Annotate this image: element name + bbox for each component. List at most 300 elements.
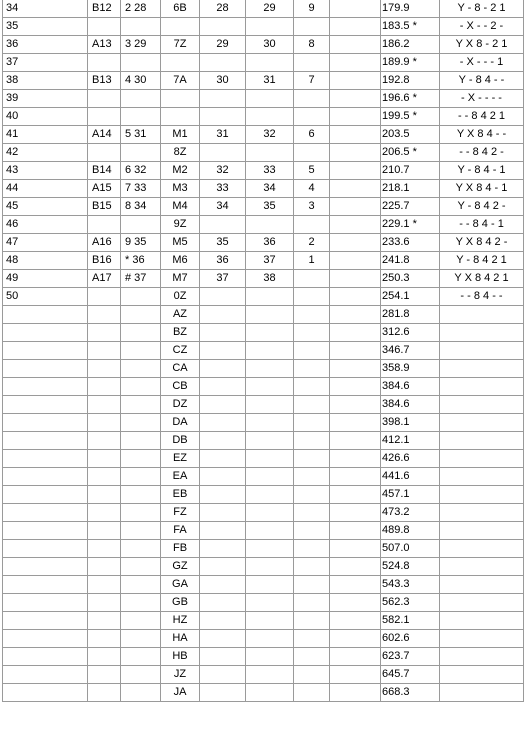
frequency-cell: 210.7	[381, 162, 440, 180]
bit-pattern-cell	[440, 666, 524, 684]
frequency-cell: 225.7	[381, 198, 440, 216]
code-a-cell	[88, 144, 121, 162]
value-3-cell: 1	[294, 252, 330, 270]
frequency-cell: 196.6 *	[381, 90, 440, 108]
frequency-cell: 189.9 *	[381, 54, 440, 72]
value-1-cell	[200, 666, 246, 684]
value-4-cell	[330, 198, 381, 216]
code-b-cell	[121, 558, 161, 576]
code-c-cell: HB	[161, 648, 200, 666]
value-3-cell: 4	[294, 180, 330, 198]
value-4-cell	[330, 90, 381, 108]
row-number-cell	[2, 378, 88, 396]
code-c-cell: 6B	[161, 0, 200, 18]
bit-pattern-cell	[440, 468, 524, 486]
frequency-cell: 457.1	[381, 486, 440, 504]
value-1-cell: 31	[200, 126, 246, 144]
value-3-cell	[294, 648, 330, 666]
value-4-cell	[330, 594, 381, 612]
value-3-cell: 3	[294, 198, 330, 216]
table-row	[2, 324, 524, 342]
value-4-cell	[330, 522, 381, 540]
code-a-cell	[88, 378, 121, 396]
value-4-cell	[330, 54, 381, 72]
code-b-cell: 2 28	[121, 0, 161, 18]
value-2-cell	[246, 504, 294, 522]
table-row	[2, 666, 524, 684]
code-b-cell	[121, 342, 161, 360]
frequency-cell: 645.7	[381, 666, 440, 684]
bit-pattern-cell	[440, 486, 524, 504]
row-number-cell	[2, 342, 88, 360]
code-c-cell: M7	[161, 270, 200, 288]
value-2-cell: 29	[246, 0, 294, 18]
value-2-cell	[246, 108, 294, 126]
code-b-cell	[121, 432, 161, 450]
value-2-cell	[246, 486, 294, 504]
bit-pattern-cell	[440, 612, 524, 630]
table-row	[2, 504, 524, 522]
bit-pattern-cell	[440, 576, 524, 594]
code-c-cell: CZ	[161, 342, 200, 360]
frequency-cell: 186.2	[381, 36, 440, 54]
code-a-cell	[88, 216, 121, 234]
row-number-cell: 47	[2, 234, 88, 252]
row-number-cell	[2, 576, 88, 594]
code-a-cell	[88, 468, 121, 486]
row-number-cell	[2, 396, 88, 414]
code-c-cell	[161, 18, 200, 36]
table-row	[2, 234, 524, 252]
value-3-cell	[294, 630, 330, 648]
row-number-cell	[2, 666, 88, 684]
bit-pattern-cell	[440, 558, 524, 576]
table-row	[2, 288, 524, 306]
code-a-cell	[88, 306, 121, 324]
bit-pattern-cell: Y - 8 4 2 1	[440, 252, 524, 270]
value-2-cell	[246, 468, 294, 486]
value-2-cell	[246, 54, 294, 72]
value-2-cell	[246, 684, 294, 702]
value-4-cell	[330, 540, 381, 558]
code-a-cell	[88, 486, 121, 504]
value-3-cell	[294, 360, 330, 378]
code-c-cell: CB	[161, 378, 200, 396]
bit-pattern-cell: Y - 8 4 - 1	[440, 162, 524, 180]
value-2-cell	[246, 306, 294, 324]
table-row	[2, 468, 524, 486]
frequency-cell: 312.6	[381, 324, 440, 342]
row-number-cell: 44	[2, 180, 88, 198]
code-b-cell	[121, 522, 161, 540]
code-a-cell: A17	[88, 270, 121, 288]
code-c-cell: 7A	[161, 72, 200, 90]
code-c-cell: EZ	[161, 450, 200, 468]
code-b-cell: # 37	[121, 270, 161, 288]
code-c-cell: CA	[161, 360, 200, 378]
code-b-cell	[121, 360, 161, 378]
value-1-cell	[200, 342, 246, 360]
code-a-cell	[88, 414, 121, 432]
row-number-cell: 37	[2, 54, 88, 72]
table-row	[2, 180, 524, 198]
code-c-cell: DZ	[161, 396, 200, 414]
value-2-cell	[246, 414, 294, 432]
value-3-cell: 6	[294, 126, 330, 144]
frequency-cell: 199.5 *	[381, 108, 440, 126]
value-4-cell	[330, 666, 381, 684]
code-a-cell	[88, 558, 121, 576]
bit-pattern-cell	[440, 540, 524, 558]
code-a-cell	[88, 684, 121, 702]
value-3-cell	[294, 504, 330, 522]
code-c-cell: M1	[161, 126, 200, 144]
value-2-cell	[246, 396, 294, 414]
frequency-cell: 384.6	[381, 378, 440, 396]
bit-pattern-cell	[440, 522, 524, 540]
code-a-cell: B16	[88, 252, 121, 270]
row-number-cell: 40	[2, 108, 88, 126]
table-row	[2, 432, 524, 450]
value-1-cell	[200, 360, 246, 378]
value-3-cell	[294, 18, 330, 36]
code-c-cell: DA	[161, 414, 200, 432]
frequency-cell: 218.1	[381, 180, 440, 198]
code-b-cell: 4 30	[121, 72, 161, 90]
value-1-cell	[200, 414, 246, 432]
code-b-cell	[121, 216, 161, 234]
value-2-cell	[246, 666, 294, 684]
bit-pattern-cell: - - 8 4 - 1	[440, 216, 524, 234]
value-1-cell: 28	[200, 0, 246, 18]
bit-pattern-cell	[440, 306, 524, 324]
frequency-cell: 241.8	[381, 252, 440, 270]
row-number-cell	[2, 486, 88, 504]
value-3-cell: 8	[294, 36, 330, 54]
code-c-cell	[161, 90, 200, 108]
value-4-cell	[330, 180, 381, 198]
table-row	[2, 414, 524, 432]
bit-pattern-cell	[440, 432, 524, 450]
row-number-cell: 35	[2, 18, 88, 36]
value-1-cell: 37	[200, 270, 246, 288]
frequency-cell: 441.6	[381, 468, 440, 486]
table-row	[2, 522, 524, 540]
value-3-cell	[294, 666, 330, 684]
value-2-cell	[246, 648, 294, 666]
value-1-cell	[200, 144, 246, 162]
bit-pattern-cell	[440, 396, 524, 414]
value-1-cell	[200, 684, 246, 702]
value-2-cell	[246, 432, 294, 450]
row-number-cell	[2, 306, 88, 324]
table-row	[2, 162, 524, 180]
table-row	[2, 18, 524, 36]
frequency-cell: 192.8	[381, 72, 440, 90]
value-3-cell	[294, 216, 330, 234]
value-4-cell	[330, 18, 381, 36]
value-4-cell	[330, 162, 381, 180]
code-a-cell: A13	[88, 36, 121, 54]
code-b-cell: 3 29	[121, 36, 161, 54]
row-number-cell: 46	[2, 216, 88, 234]
value-2-cell	[246, 540, 294, 558]
bit-pattern-cell	[440, 648, 524, 666]
code-b-cell	[121, 666, 161, 684]
row-number-cell	[2, 414, 88, 432]
value-3-cell	[294, 432, 330, 450]
value-4-cell	[330, 558, 381, 576]
table-row	[2, 252, 524, 270]
table-row	[2, 72, 524, 90]
code-b-cell	[121, 594, 161, 612]
value-4-cell	[330, 396, 381, 414]
code-a-cell: A15	[88, 180, 121, 198]
code-b-cell	[121, 576, 161, 594]
table-row	[2, 54, 524, 72]
value-3-cell	[294, 558, 330, 576]
row-number-cell: 50	[2, 288, 88, 306]
code-b-cell	[121, 378, 161, 396]
value-3-cell	[294, 144, 330, 162]
code-b-cell	[121, 540, 161, 558]
bit-pattern-cell: Y - 8 - 2 1	[440, 0, 524, 18]
value-2-cell	[246, 360, 294, 378]
value-3-cell	[294, 378, 330, 396]
code-a-cell	[88, 576, 121, 594]
value-4-cell	[330, 252, 381, 270]
value-4-cell	[330, 342, 381, 360]
frequency-cell: 412.1	[381, 432, 440, 450]
code-c-cell: EA	[161, 468, 200, 486]
table-row	[2, 576, 524, 594]
table-row	[2, 342, 524, 360]
value-2-cell	[246, 558, 294, 576]
value-2-cell: 38	[246, 270, 294, 288]
value-1-cell	[200, 594, 246, 612]
value-4-cell	[330, 126, 381, 144]
row-number-cell: 43	[2, 162, 88, 180]
value-3-cell	[294, 342, 330, 360]
value-4-cell	[330, 648, 381, 666]
value-2-cell	[246, 144, 294, 162]
value-1-cell: 34	[200, 198, 246, 216]
value-2-cell	[246, 216, 294, 234]
value-4-cell	[330, 306, 381, 324]
value-3-cell	[294, 108, 330, 126]
code-b-cell	[121, 630, 161, 648]
value-4-cell	[330, 288, 381, 306]
value-3-cell	[294, 414, 330, 432]
table-row	[2, 198, 524, 216]
frequency-cell: 250.3	[381, 270, 440, 288]
code-a-cell	[88, 612, 121, 630]
row-number-cell: 45	[2, 198, 88, 216]
value-4-cell	[330, 450, 381, 468]
row-number-cell	[2, 360, 88, 378]
table-row	[2, 540, 524, 558]
value-3-cell	[294, 468, 330, 486]
value-2-cell	[246, 522, 294, 540]
code-b-cell: 5 31	[121, 126, 161, 144]
table-body	[2, 0, 524, 702]
value-1-cell: 30	[200, 72, 246, 90]
value-1-cell	[200, 306, 246, 324]
table-row	[2, 612, 524, 630]
value-4-cell	[330, 684, 381, 702]
row-number-cell	[2, 594, 88, 612]
code-b-cell	[121, 54, 161, 72]
frequency-cell: 203.5	[381, 126, 440, 144]
value-4-cell	[330, 36, 381, 54]
value-2-cell	[246, 18, 294, 36]
code-c-cell: AZ	[161, 306, 200, 324]
value-1-cell	[200, 288, 246, 306]
code-a-cell	[88, 360, 121, 378]
bit-pattern-cell	[440, 450, 524, 468]
value-1-cell	[200, 540, 246, 558]
row-number-cell: 42	[2, 144, 88, 162]
value-1-cell	[200, 630, 246, 648]
value-2-cell: 37	[246, 252, 294, 270]
code-b-cell	[121, 684, 161, 702]
table-row	[2, 648, 524, 666]
code-c-cell: JA	[161, 684, 200, 702]
frequency-cell: 398.1	[381, 414, 440, 432]
code-b-cell	[121, 396, 161, 414]
value-1-cell	[200, 648, 246, 666]
bit-pattern-cell	[440, 378, 524, 396]
code-b-cell	[121, 450, 161, 468]
row-number-cell: 34	[2, 0, 88, 18]
code-c-cell: HZ	[161, 612, 200, 630]
value-1-cell: 32	[200, 162, 246, 180]
bit-pattern-cell	[440, 360, 524, 378]
code-a-cell	[88, 432, 121, 450]
value-3-cell	[294, 576, 330, 594]
value-1-cell: 36	[200, 252, 246, 270]
row-number-cell	[2, 612, 88, 630]
value-4-cell	[330, 216, 381, 234]
row-number-cell: 39	[2, 90, 88, 108]
value-1-cell	[200, 522, 246, 540]
code-b-cell	[121, 486, 161, 504]
frequency-cell: 254.1	[381, 288, 440, 306]
bit-pattern-cell: Y - 8 4 2 -	[440, 198, 524, 216]
row-number-cell	[2, 684, 88, 702]
value-4-cell	[330, 324, 381, 342]
code-a-cell	[88, 342, 121, 360]
code-c-cell: FZ	[161, 504, 200, 522]
code-a-cell	[88, 522, 121, 540]
value-1-cell	[200, 378, 246, 396]
table-row	[2, 684, 524, 702]
value-1-cell	[200, 324, 246, 342]
value-1-cell	[200, 108, 246, 126]
row-number-cell	[2, 450, 88, 468]
code-b-cell	[121, 288, 161, 306]
code-b-cell	[121, 90, 161, 108]
code-c-cell: 0Z	[161, 288, 200, 306]
frequency-cell: 473.2	[381, 504, 440, 522]
code-a-cell: A14	[88, 126, 121, 144]
code-c-cell: GZ	[161, 558, 200, 576]
table-row	[2, 396, 524, 414]
value-4-cell	[330, 504, 381, 522]
code-a-cell	[88, 504, 121, 522]
code-c-cell: GA	[161, 576, 200, 594]
code-c-cell: 7Z	[161, 36, 200, 54]
table-row	[2, 558, 524, 576]
bit-pattern-cell	[440, 630, 524, 648]
code-c-cell: M3	[161, 180, 200, 198]
code-c-cell: M2	[161, 162, 200, 180]
table-row	[2, 378, 524, 396]
frequency-cell: 602.6	[381, 630, 440, 648]
frequency-cell: 582.1	[381, 612, 440, 630]
value-2-cell: 34	[246, 180, 294, 198]
code-c-cell: M6	[161, 252, 200, 270]
code-a-cell: B13	[88, 72, 121, 90]
code-c-cell: M4	[161, 198, 200, 216]
code-a-cell	[88, 54, 121, 72]
table-row	[2, 108, 524, 126]
value-4-cell	[330, 414, 381, 432]
code-c-cell: FA	[161, 522, 200, 540]
value-3-cell: 2	[294, 234, 330, 252]
value-3-cell	[294, 324, 330, 342]
code-c-cell: JZ	[161, 666, 200, 684]
bit-pattern-cell: Y X 8 4 2 1	[440, 270, 524, 288]
code-b-cell	[121, 144, 161, 162]
bit-pattern-cell: Y - 8 4 - -	[440, 72, 524, 90]
value-2-cell: 33	[246, 162, 294, 180]
frequency-cell: 229.1 *	[381, 216, 440, 234]
table-row	[2, 126, 524, 144]
value-4-cell	[330, 144, 381, 162]
table-row	[2, 630, 524, 648]
table-row	[2, 0, 524, 18]
code-b-cell	[121, 612, 161, 630]
bit-pattern-cell	[440, 414, 524, 432]
value-4-cell	[330, 360, 381, 378]
bit-pattern-cell: - - 8 4 2 -	[440, 144, 524, 162]
row-number-cell	[2, 540, 88, 558]
value-3-cell	[294, 522, 330, 540]
value-2-cell	[246, 612, 294, 630]
row-number-cell: 49	[2, 270, 88, 288]
value-1-cell	[200, 504, 246, 522]
code-c-cell: EB	[161, 486, 200, 504]
row-number-cell: 38	[2, 72, 88, 90]
row-number-cell: 41	[2, 126, 88, 144]
code-c-cell	[161, 54, 200, 72]
frequency-cell: 358.9	[381, 360, 440, 378]
bit-pattern-cell: Y X 8 4 - -	[440, 126, 524, 144]
value-2-cell	[246, 288, 294, 306]
table-row	[2, 216, 524, 234]
value-4-cell	[330, 468, 381, 486]
bit-pattern-cell	[440, 594, 524, 612]
code-b-cell	[121, 306, 161, 324]
code-a-cell	[88, 396, 121, 414]
value-3-cell: 7	[294, 72, 330, 90]
bit-pattern-cell: Y X 8 4 2 -	[440, 234, 524, 252]
frequency-cell: 507.0	[381, 540, 440, 558]
value-1-cell: 29	[200, 36, 246, 54]
bit-pattern-cell	[440, 684, 524, 702]
value-3-cell	[294, 612, 330, 630]
